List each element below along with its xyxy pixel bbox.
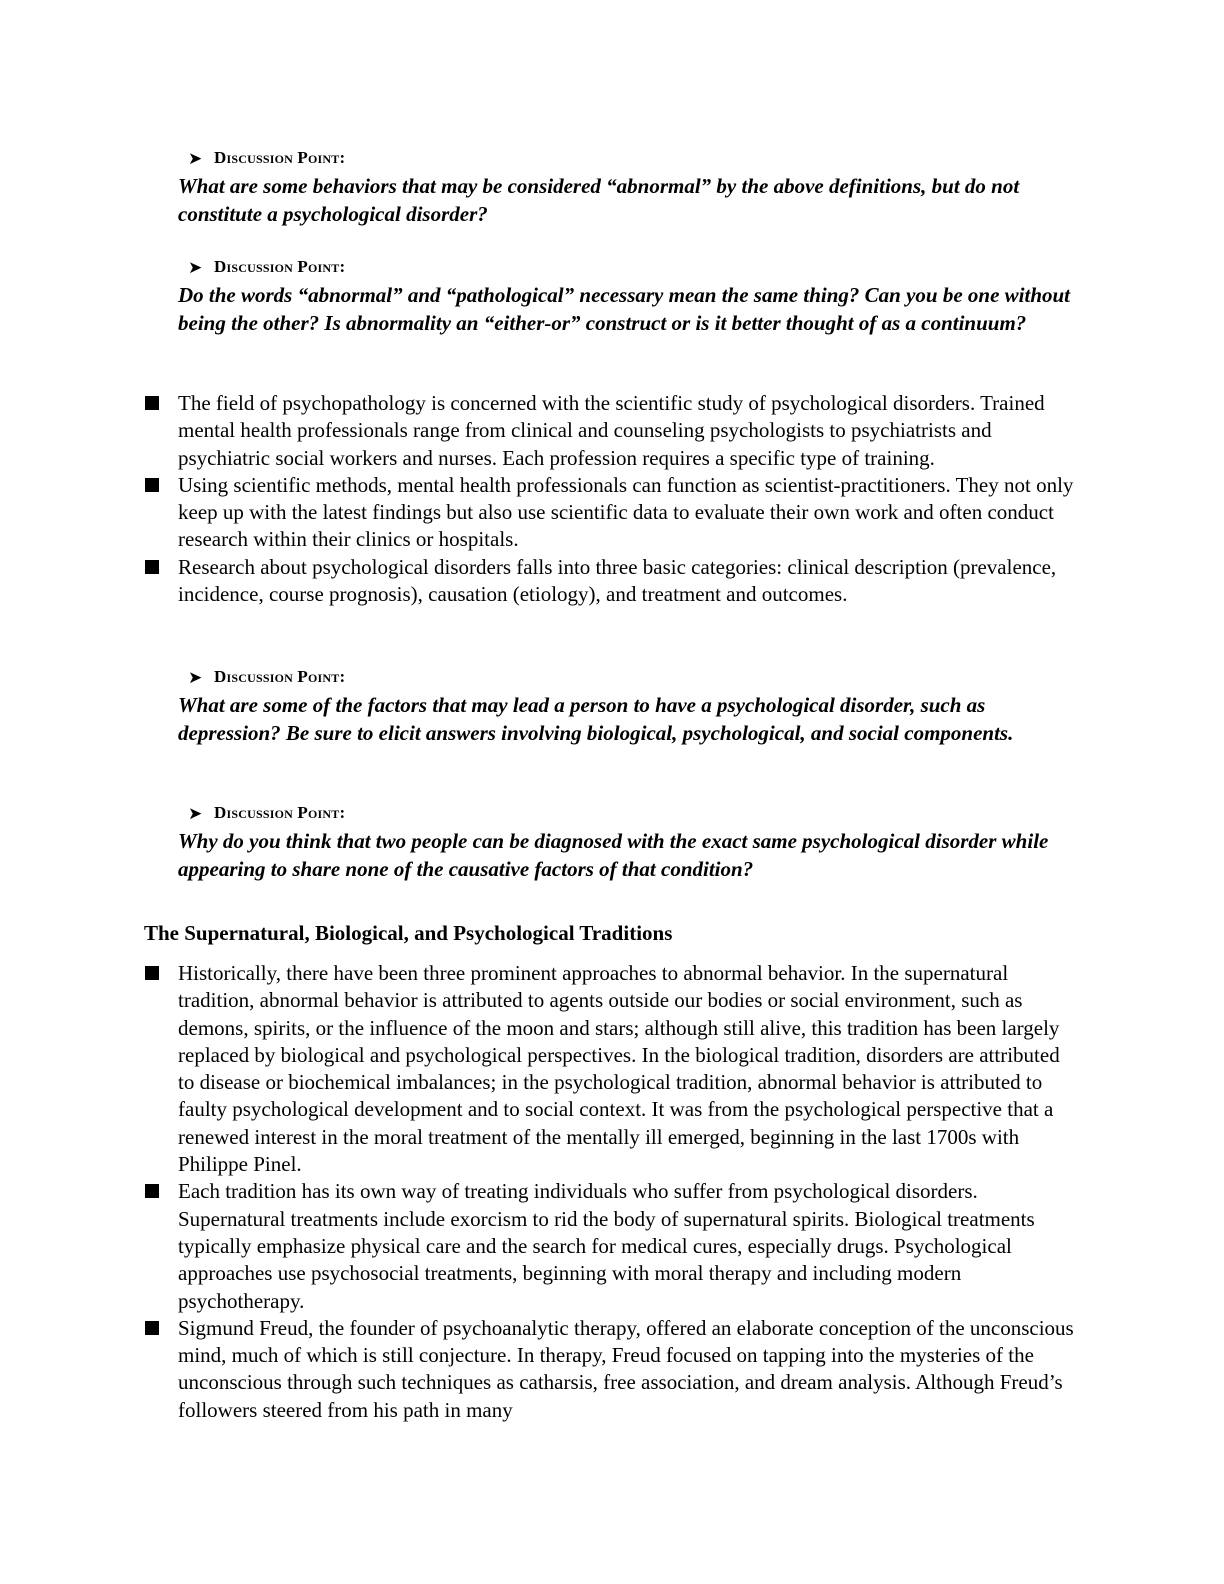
discussion-point xyxy=(178,801,1078,883)
square-bullet-icon xyxy=(145,1184,159,1198)
discussion-point-text: Why do you think that two people can be diagnosed with the exact same psychological disorder while appearing to share none of the causative factors of that condition? xyxy=(178,829,1049,881)
discussion-point-label: Discussion Point: xyxy=(214,257,346,276)
square-bullet-icon xyxy=(145,560,159,574)
discussion-point-text: What are some behaviors that may be considered “abnormal” by the above definitions, but do not constitute a psychological disorder? xyxy=(178,174,1020,226)
discussion-point-text: What are some of the factors that may lead a person to have a psychological disorder, such as depression? Be sure to elicit answers involving biological, psychological, and social components. xyxy=(178,693,1014,745)
list-item xyxy=(144,472,1074,554)
list-item xyxy=(144,960,1074,1178)
list-item-text: Sigmund Freud, the founder of psychoanalytic therapy, offered an elaborate conception of the unconscious mind, much of which is still conjecture. In therapy, Freud focused on tapping into the mysteries of the unconscious through such techniques as catharsis, free association, and dream analysis. Although Freud’s followers steered from his path in many xyxy=(178,1315,1074,1422)
list-item xyxy=(144,1315,1074,1424)
bullet-list xyxy=(144,960,1074,1424)
list-item-text: Using scientific methods, mental health professionals can function as scientist-practitioners. They not only keep up with the latest findings but also use scientific data to evaluate their own work and often conduct research within their clinics or hospitals. xyxy=(178,472,1074,552)
arrow-bullet-icon: ➤ xyxy=(188,804,203,824)
list-item xyxy=(144,390,1074,472)
list-item-text: Research about psychological disorders falls into three basic categories: clinical description (prevalence, incidence, course prognosis), causation (etiology), and treatment and outcomes. xyxy=(178,554,1057,607)
arrow-bullet-icon: ➤ xyxy=(188,149,203,169)
square-bullet-icon xyxy=(145,396,159,410)
arrow-bullet-icon: ➤ xyxy=(188,668,203,688)
discussion-point-label: Discussion Point: xyxy=(214,803,346,822)
discussion-point-label: Discussion Point: xyxy=(214,148,346,167)
list-item xyxy=(144,554,1074,609)
square-bullet-icon xyxy=(145,478,159,492)
section-heading: The Supernatural, Biological, and Psychological Traditions xyxy=(144,921,673,945)
list-item-text: The field of psychopathology is concerned with the scientific study of psychological disorders. Trained mental health professionals range from clinical and counseling psychologists to psychiatrists and psychiatric social workers and nurses. Each profession requires a specific type of training. xyxy=(178,391,1045,470)
list-item xyxy=(144,1178,1074,1314)
discussion-point xyxy=(178,146,1078,228)
discussion-point xyxy=(178,665,1078,747)
list-item-text: Historically, there have been three prominent approaches to abnormal behavior. In the supernatural tradition, abnormal behavior is attributed to agents outside our bodies or social environment, such as demons, spirits, or the influence of the moon and stars; although still alive, this tradition has been largely replaced by biological and psychological perspectives. In the biological tradition, disorders are attributed to disease or biochemical imbalances; in the psychological tradition, abnormal behavior is attributed to faulty psychological development and to social context. It was from the psychological perspective that a renewed interest in the moral treatment of the mentally ill emerged, beginning in the last 1700s with Philippe Pinel. xyxy=(178,961,1060,1177)
discussion-point-text: Do the words “abnormal” and “pathological” necessary mean the same thing? Can you be one without being the other? Is abnormality an “either-or” construct or is it better thought of as a continuum? xyxy=(178,283,1071,335)
square-bullet-icon xyxy=(145,966,159,980)
list-item-text: Each tradition has its own way of treating individuals who suffer from psychological disorders. Supernatural treatments include exorcism to rid the body of supernatural spirits. Biological treatments typically emphasize physical care and the search for medical cures, especially drugs. Psychological approaches use psychosocial treatments, beginning with moral therapy and including modern psychotherapy. xyxy=(178,1179,1035,1313)
bullet-list xyxy=(144,390,1074,608)
discussion-point xyxy=(178,255,1078,337)
square-bullet-icon xyxy=(145,1321,159,1335)
discussion-point-label: Discussion Point: xyxy=(214,667,346,686)
arrow-bullet-icon: ➤ xyxy=(188,258,203,278)
